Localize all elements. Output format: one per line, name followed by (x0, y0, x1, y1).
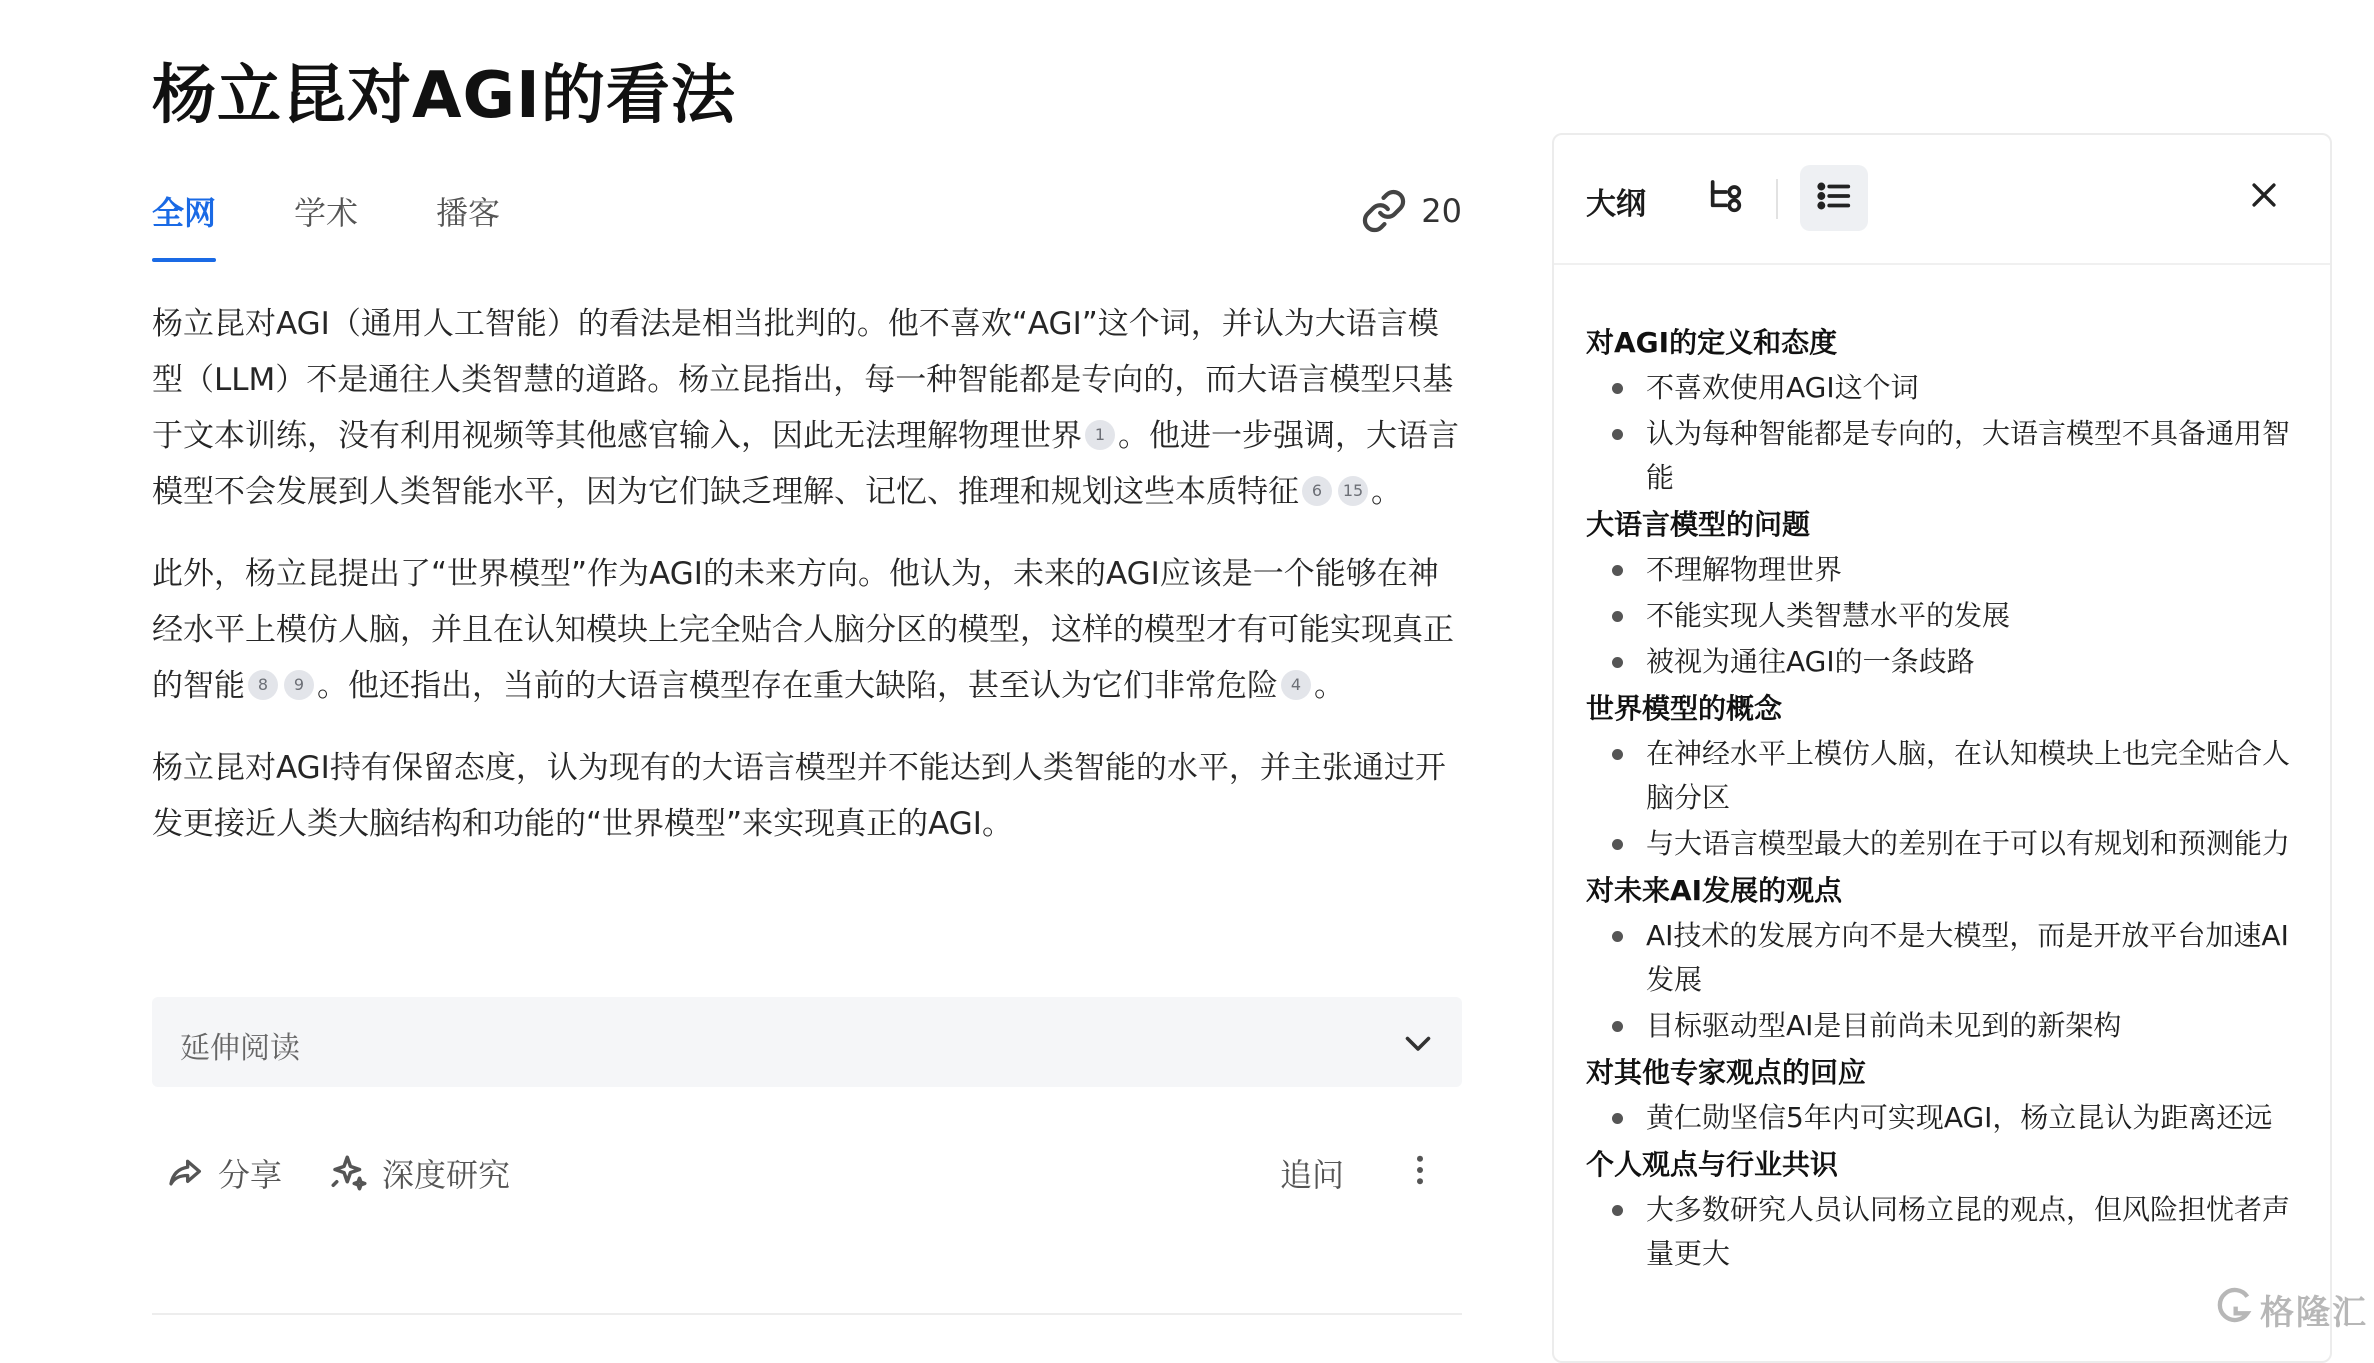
sources-count: 20 (1421, 192, 1462, 230)
tab-podcast[interactable]: 播客 (436, 194, 501, 232)
outline-panel-header (1554, 135, 2330, 265)
answer-text: 。 (1371, 474, 1402, 510)
more-vertical-icon (1402, 1150, 1438, 1190)
answer-body (152, 296, 1462, 878)
answer-text: 此外，杨立昆提出了“世界模型”作为AGI的未来方向。他认为，未来的AGI应该是一个能够在神经水平上模仿人脑，并且在认知模块上完全贴合人脑分区的模型，这样的模型才有可能实现真正的智能 (152, 556, 1454, 704)
outline-item[interactable]: 在神经水平上模仿人脑，在认知模块上也完全贴合人脑分区 (1586, 732, 2306, 820)
outline-item[interactable]: 与大语言模型最大的差别在于可以有规划和预测能力 (1586, 822, 2306, 866)
outline-list (1586, 320, 2306, 1278)
answer-paragraph (152, 296, 1462, 520)
outline-item[interactable]: AI技术的发展方向不是大模型，而是开放平台加速AI发展 (1586, 914, 2306, 1002)
watermark-logo (2214, 1285, 2368, 1334)
outline-item[interactable]: 黄仁勋坚信5年内可实现AGI，杨立昆认为距离还远 (1586, 1096, 2306, 1140)
share-button[interactable] (166, 1150, 282, 1196)
mindmap-view-button[interactable] (1694, 167, 1758, 231)
answer-paragraph (152, 740, 1462, 852)
citation-badge[interactable]: 1 (1085, 420, 1115, 450)
close-panel-button[interactable] (2236, 169, 2292, 225)
header-divider (1776, 179, 1778, 219)
answer-paragraph (152, 546, 1462, 714)
deep-research-label: 深度研究 (382, 1156, 511, 1194)
tab-academic[interactable]: 学术 (294, 194, 359, 232)
citation-badge[interactable]: 6 (1302, 476, 1332, 506)
chevron-down-icon (1400, 1025, 1436, 1065)
outline-item[interactable]: 被视为通往AGI的一条歧路 (1586, 640, 2306, 684)
outline-item[interactable]: 认为每种智能都是专向的，大语言模型不具备通用智能 (1586, 412, 2306, 500)
close-icon (2247, 178, 2281, 216)
link-icon (1361, 188, 1407, 234)
main-content (152, 0, 1462, 1336)
outline-section-title[interactable]: 对AGI的定义和态度 (1586, 326, 1838, 359)
source-tabs (152, 188, 1462, 268)
citation-badge[interactable]: 15 (1338, 476, 1368, 506)
sources-button[interactable] (1361, 188, 1462, 234)
mindmap-icon (1706, 177, 1746, 221)
outline-item[interactable]: 不喜欢使用AGI这个词 (1586, 366, 2306, 410)
outline-item[interactable]: 大多数研究人员认同杨立昆的观点，但风险担忧者声量更大 (1586, 1188, 2306, 1276)
deep-research-button[interactable] (328, 1150, 510, 1196)
extended-reading-toggle[interactable] (152, 997, 1462, 1087)
answer-text: 。他进一步强调，大语言模型不会发展到人类智能水平，因为它们缺乏理解、记忆、推理和规划这些本质特征 (152, 418, 1459, 510)
tab-all-web[interactable]: 全网 (152, 194, 217, 232)
sparkle-icon (328, 1152, 370, 1194)
outline-panel (1552, 133, 2332, 1363)
list-icon (1815, 177, 1853, 219)
citation-badge[interactable]: 8 (248, 670, 278, 700)
outline-section-title[interactable]: 对未来AI发展的观点 (1586, 874, 1843, 907)
list-view-button[interactable] (1800, 165, 1868, 231)
watermark-text: 格隆汇 (2260, 1293, 2368, 1333)
outline-panel-title: 大纲 (1586, 187, 1646, 222)
section-divider (152, 1313, 1462, 1315)
active-tab-indicator (152, 258, 216, 262)
outline-item[interactable]: 目标驱动型AI是目前尚未见到的新架构 (1586, 1004, 2306, 1048)
outline-item[interactable]: 不能实现人类智慧水平的发展 (1586, 594, 2306, 638)
answer-text: 。 (1314, 668, 1345, 704)
citation-badge[interactable]: 4 (1281, 670, 1311, 700)
share-icon (166, 1153, 206, 1193)
outline-section-title[interactable]: 个人观点与行业共识 (1586, 1148, 1839, 1181)
outline-section-title[interactable]: 世界模型的概念 (1586, 692, 1783, 725)
answer-text: 。他还指出，当前的大语言模型存在重大缺陷，甚至认为它们非常危险 (317, 668, 1278, 704)
more-options-button[interactable] (1402, 1150, 1438, 1190)
answer-text: 杨立昆对AGI（通用人工智能）的看法是相当批判的。他不喜欢“AGI”这个词，并认为大语言模型（LLM）不是通往人类智慧的道路。杨立昆指出，每一种智能都是专向的，而大语言模型只基于文本训练，没有利用视频等其他感官输入，因此无法理解物理世界 (152, 306, 1454, 454)
watermark-g-icon (2214, 1285, 2254, 1334)
outline-section-title[interactable]: 大语言模型的问题 (1586, 508, 1811, 541)
share-label: 分享 (218, 1156, 283, 1194)
citation-badge[interactable]: 9 (284, 670, 314, 700)
outline-section-title[interactable]: 对其他专家观点的回应 (1586, 1056, 1867, 1089)
follow-up-button[interactable]: 追问 (1280, 1156, 1345, 1194)
page-title: 杨立昆对AGI的看法 (152, 59, 736, 133)
outline-item[interactable]: 不理解物理世界 (1586, 548, 2306, 592)
answer-actions (152, 1150, 1462, 1210)
answer-text: 杨立昆对AGI持有保留态度，认为现有的大语言模型并不能达到人类智能的水平，并主张通过开发更接近人类大脑结构和功能的“世界模型”来实现真正的AGI。 (152, 750, 1446, 842)
extended-reading-label: 延伸阅读 (180, 1031, 300, 1066)
